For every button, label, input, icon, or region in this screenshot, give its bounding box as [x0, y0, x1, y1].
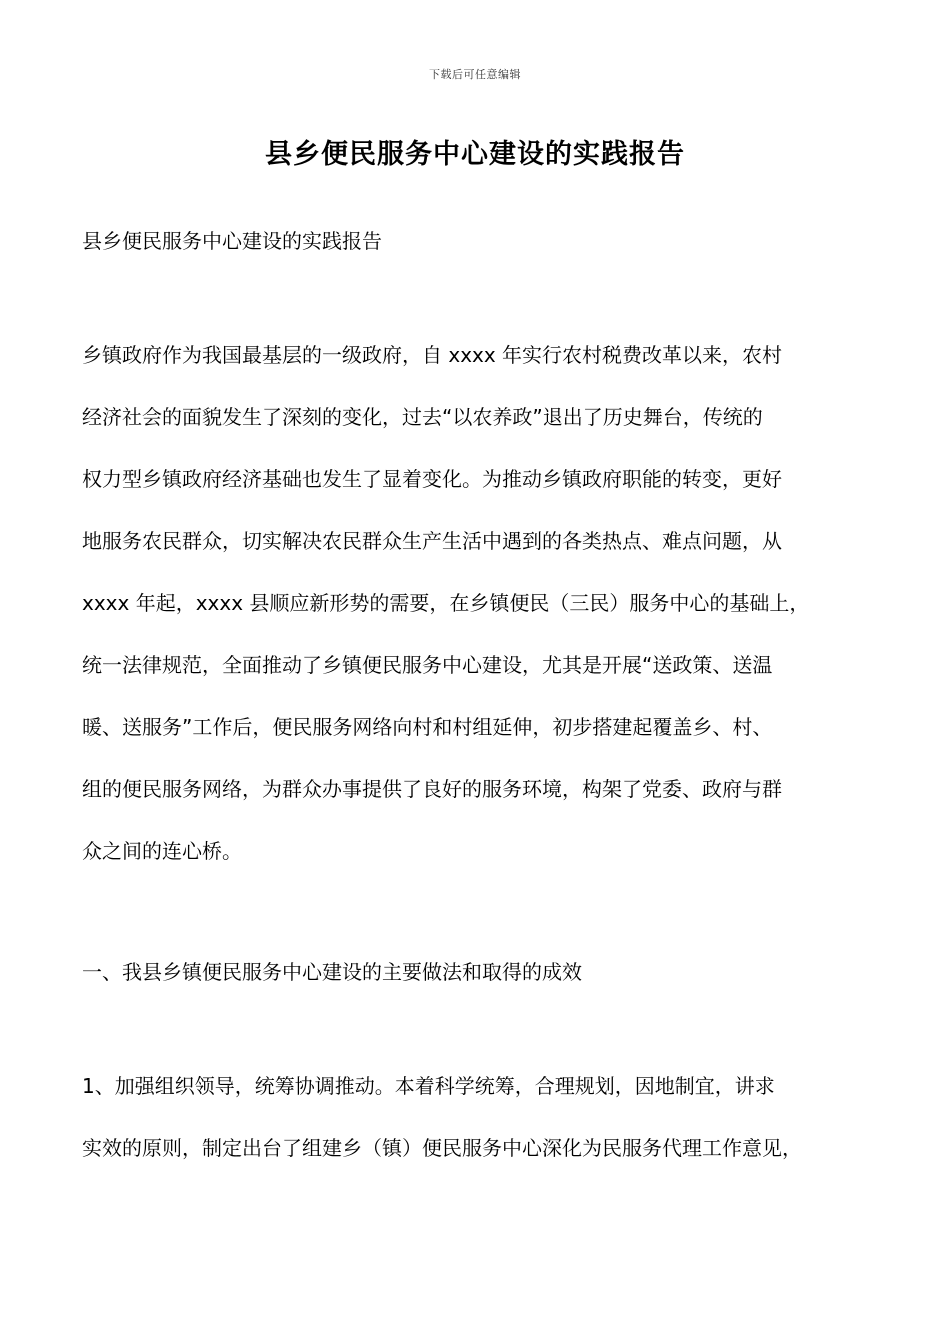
text-line: 组的便民服务网络，为群众办事提供了良好的服务环境，构架了党委、政府与群 — [82, 777, 782, 801]
document-subtitle: 县乡便民服务中心建设的实践报告 — [82, 229, 382, 253]
text-line: 统一法律规范，全面推动了乡镇便民服务中心建设，尤其是开展“送政策、送温 — [82, 653, 773, 677]
text-line: 权力型乡镇政府经济基础也发生了显着变化。为推动乡镇政府职能的转变，更好 — [82, 467, 782, 491]
text-line: 实效的原则，制定出台了组建乡（镇）便民服务中心深化为民服务代理工作意见， — [82, 1136, 802, 1160]
text-line: 乡镇政府作为我国最基层的一级政府，自 xxxx 年实行农村税费改革以来，农村 — [82, 343, 783, 367]
paragraph-measures — [82, 1071, 872, 1195]
text-line: xxxx 年起，xxxx 县顺应新形势的需要，在乡镇便民（三民）服务中心的基础上， — [82, 591, 810, 615]
section-heading: 一、我县乡镇便民服务中心建设的主要做法和取得的成效 — [82, 960, 582, 984]
document-title: 县乡便民服务中心建设的实践报告 — [265, 139, 685, 170]
text-line: 经济社会的面貌发生了深刻的变化，过去“以农养政”退出了历史舞台，传统的 — [82, 405, 763, 429]
text-line: 众之间的连心桥。 — [82, 839, 242, 863]
text-line: 1、加强组织领导，统筹协调推动。本着科学统筹，合理规划，因地制宜，讲求 — [82, 1074, 775, 1098]
header-note: 下载后可任意编辑 — [429, 68, 521, 81]
text-line: 地服务农民群众，切实解决农民群众生产生活中遇到的各类热点、难点问题，从 — [82, 529, 782, 553]
paragraph-intro — [82, 340, 872, 898]
text-line: 暖、送服务”工作后，便民服务网络向村和村组延伸，初步搭建起覆盖乡、村、 — [82, 715, 773, 739]
